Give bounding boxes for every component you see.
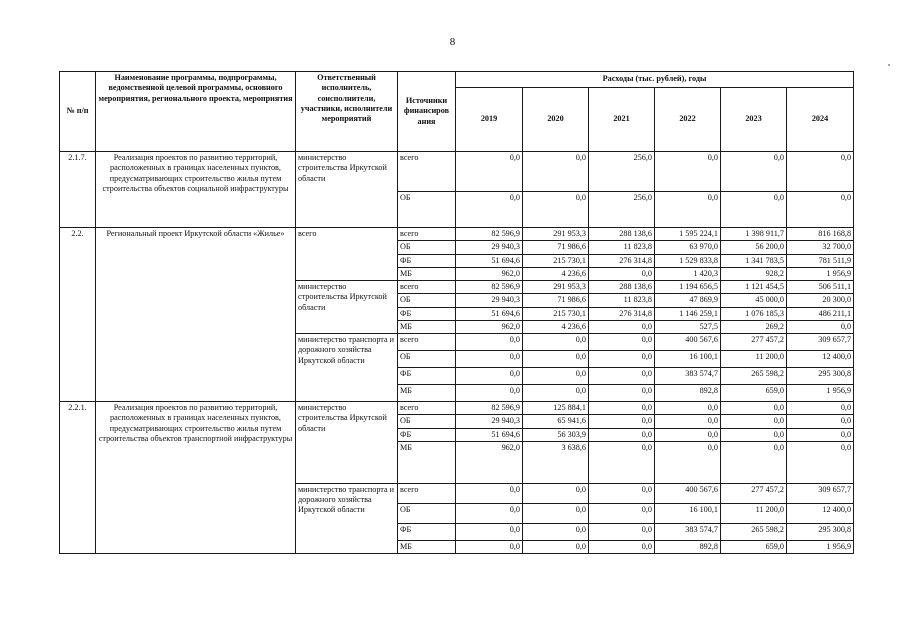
amount-cell: 4 236,6	[523, 267, 589, 280]
funding-source: МБ	[398, 540, 456, 553]
amount-cell: 29 940,3	[456, 415, 523, 428]
funding-source: всего	[398, 334, 456, 351]
amount-cell: 51 694,6	[456, 428, 523, 441]
amount-cell: 125 884,1	[523, 402, 589, 415]
funding-source: ФБ	[398, 307, 456, 320]
page-number: 8	[449, 36, 456, 48]
funding-source: всего	[398, 281, 456, 294]
year-header: 2023	[721, 88, 787, 152]
amount-cell: 0,0	[523, 385, 589, 402]
amount-cell: 0,0	[523, 540, 589, 553]
amount-cell: 29 940,3	[456, 294, 523, 307]
amount-cell: 0,0	[456, 351, 523, 368]
amount-cell: 82 596,9	[456, 228, 523, 241]
amount-cell: 12 400,0	[787, 351, 854, 368]
table-row	[60, 402, 854, 415]
funding-source: всего	[398, 402, 456, 415]
amount-cell: 291 953,3	[523, 281, 589, 294]
amount-cell: 291 953,3	[523, 228, 589, 241]
amount-cell: 383 574,7	[655, 368, 721, 385]
amount-cell: 11 200,0	[721, 503, 787, 523]
amount-cell: 56 303,9	[523, 428, 589, 441]
amount-cell: 0,0	[523, 483, 589, 503]
amount-cell: 276 314,8	[589, 307, 655, 320]
amount-cell: 506 511,1	[787, 281, 854, 294]
amount-cell: 892,8	[655, 540, 721, 553]
amount-cell: 0,0	[655, 402, 721, 415]
amount-cell: 0,0	[523, 351, 589, 368]
table-row	[60, 228, 854, 241]
year-header: 2022	[655, 88, 721, 152]
amount-cell: 0,0	[456, 483, 523, 503]
funding-source: ОБ	[398, 415, 456, 428]
amount-cell: 0,0	[589, 402, 655, 415]
amount-cell: 1 529 833,8	[655, 254, 721, 267]
amount-cell: 0,0	[523, 152, 589, 192]
amount-cell: 56 200,0	[721, 241, 787, 254]
amount-cell: 265 598,2	[721, 368, 787, 385]
amount-cell: 0,0	[589, 523, 655, 540]
responsible-executor: всего	[296, 228, 398, 281]
funding-source: всего	[398, 228, 456, 241]
amount-cell: 0,0	[721, 428, 787, 441]
amount-cell: 295 300,8	[787, 368, 854, 385]
amount-cell: 0,0	[787, 441, 854, 483]
activity-name: Реализация проектов по развитию территорий, расположенных в границах населенных пунктов, предусматривающих строительство жилья путем строительства объектов транспортной инфраструктуры	[96, 402, 296, 554]
amount-cell: 962,0	[456, 267, 523, 280]
amount-cell: 1 341 783,5	[721, 254, 787, 267]
amount-cell: 0,0	[721, 402, 787, 415]
amount-cell: 11 823,8	[589, 294, 655, 307]
funding-source: ФБ	[398, 428, 456, 441]
amount-cell: 12 400,0	[787, 503, 854, 523]
amount-cell: 0,0	[589, 368, 655, 385]
amount-cell: 47 869,9	[655, 294, 721, 307]
amount-cell: 4 236,6	[523, 320, 589, 333]
funding-source: всего	[398, 483, 456, 503]
row-number: 2.1.7.	[60, 152, 96, 228]
funding-source: ОБ	[398, 503, 456, 523]
amount-cell: 0,0	[589, 483, 655, 503]
amount-cell: 383 574,7	[655, 523, 721, 540]
amount-cell: 45 000,0	[721, 294, 787, 307]
amount-cell: 71 986,6	[523, 294, 589, 307]
amount-cell: 1 420,3	[655, 267, 721, 280]
amount-cell: 65 941,6	[523, 415, 589, 428]
amount-cell: 0,0	[523, 368, 589, 385]
amount-cell: 1 398 911,7	[721, 228, 787, 241]
amount-cell: 288 138,6	[589, 228, 655, 241]
amount-cell: 309 657,7	[787, 334, 854, 351]
amount-cell: 20 300,0	[787, 294, 854, 307]
amount-cell: 1 956,9	[787, 385, 854, 402]
amount-cell: 1 146 259,1	[655, 307, 721, 320]
amount-cell: 0,0	[589, 385, 655, 402]
responsible-executor: министерство строительства Иркутской области	[296, 402, 398, 484]
amount-cell: 288 138,6	[589, 281, 655, 294]
amount-cell: 276 314,8	[589, 254, 655, 267]
amount-cell: 0,0	[456, 368, 523, 385]
year-header: 2020	[523, 88, 589, 152]
amount-cell: 0,0	[589, 503, 655, 523]
amount-cell: 0,0	[589, 415, 655, 428]
amount-cell: 1 956,9	[787, 540, 854, 553]
amount-cell: 11 200,0	[721, 351, 787, 368]
funding-source: ОБ	[398, 351, 456, 368]
amount-cell: 486 211,1	[787, 307, 854, 320]
amount-cell: 781 511,9	[787, 254, 854, 267]
funding-source: ОБ	[398, 241, 456, 254]
amount-cell: 0,0	[655, 441, 721, 483]
amount-cell: 816 168,8	[787, 228, 854, 241]
amount-cell: 277 457,2	[721, 334, 787, 351]
amount-cell: 0,0	[721, 192, 787, 228]
amount-cell: 269,2	[721, 320, 787, 333]
amount-cell: 0,0	[655, 152, 721, 192]
activity-name: Региональный проект Иркутской области «Жилье»	[96, 228, 296, 402]
amount-cell: 11 823,8	[589, 241, 655, 254]
amount-cell: 1 956,9	[787, 267, 854, 280]
row-number: 2.2.1.	[60, 402, 96, 554]
amount-cell: 0,0	[787, 402, 854, 415]
col-name-header: Наименование программы, подпрограммы, ведомственной целевой программы, основного мероприятия, регионального проекта, мероприятия	[96, 72, 296, 152]
amount-cell: 962,0	[456, 441, 523, 483]
amount-cell: 29 940,3	[456, 241, 523, 254]
amount-cell: 256,0	[589, 152, 655, 192]
amount-cell: 0,0	[787, 320, 854, 333]
year-header: 2021	[589, 88, 655, 152]
amount-cell: 0,0	[456, 540, 523, 553]
amount-cell: 0,0	[655, 428, 721, 441]
year-header: 2019	[456, 88, 523, 152]
amount-cell: 0,0	[456, 385, 523, 402]
amount-cell: 215 730,1	[523, 254, 589, 267]
amount-cell: 82 596,9	[456, 402, 523, 415]
amount-cell: 0,0	[456, 334, 523, 351]
amount-cell: 0,0	[721, 152, 787, 192]
funding-source: ФБ	[398, 523, 456, 540]
funding-source: всего	[398, 152, 456, 192]
amount-cell: 0,0	[589, 351, 655, 368]
responsible-executor: министерство транспорта и дорожного хозяйства Иркутской области	[296, 483, 398, 553]
amount-cell: 0,0	[523, 192, 589, 228]
table-body	[60, 72, 854, 554]
amount-cell: 0,0	[589, 320, 655, 333]
amount-cell: 215 730,1	[523, 307, 589, 320]
amount-cell: 16 100,1	[655, 351, 721, 368]
row-number: 2.2.	[60, 228, 96, 402]
header-row	[60, 72, 854, 88]
amount-cell: 527,5	[655, 320, 721, 333]
amount-cell: 16 100,1	[655, 503, 721, 523]
year-header: 2024	[787, 88, 854, 152]
amount-cell: 962,0	[456, 320, 523, 333]
funding-source: ФБ	[398, 254, 456, 267]
amount-cell: 0,0	[523, 503, 589, 523]
amount-cell: 1 194 656,5	[655, 281, 721, 294]
amount-cell: 1 076 185,3	[721, 307, 787, 320]
amount-cell: 400 567,6	[655, 334, 721, 351]
amount-cell: 51 694,6	[456, 307, 523, 320]
amount-cell: 82 596,9	[456, 281, 523, 294]
amount-cell: 892,8	[655, 385, 721, 402]
amount-cell: 0,0	[523, 334, 589, 351]
amount-cell: 0,0	[655, 415, 721, 428]
amount-cell: 0,0	[589, 441, 655, 483]
amount-cell: 659,0	[721, 540, 787, 553]
amount-cell: 0,0	[787, 428, 854, 441]
amount-cell: 0,0	[787, 415, 854, 428]
amount-cell: 0,0	[589, 428, 655, 441]
amount-cell: 928,2	[721, 267, 787, 280]
budget-table	[59, 71, 854, 554]
amount-cell: 0,0	[787, 192, 854, 228]
amount-cell: 265 598,2	[721, 523, 787, 540]
amount-cell: 0,0	[721, 415, 787, 428]
funding-source: МБ	[398, 441, 456, 483]
amount-cell: 0,0	[589, 334, 655, 351]
amount-cell: 1 595 224,1	[655, 228, 721, 241]
funding-source: МБ	[398, 320, 456, 333]
amount-cell: 0,0	[456, 503, 523, 523]
amount-cell: 0,0	[523, 523, 589, 540]
col-resp-header: Ответственный исполнитель, соисполнители, участники, исполнители мероприятий	[296, 72, 398, 152]
amount-cell: 0,0	[589, 540, 655, 553]
amount-cell: 63 970,0	[655, 241, 721, 254]
funding-source: ОБ	[398, 294, 456, 307]
amount-cell: 0,0	[655, 192, 721, 228]
amount-cell: 0,0	[721, 441, 787, 483]
amount-cell: 51 694,6	[456, 254, 523, 267]
amount-cell: 295 300,8	[787, 523, 854, 540]
responsible-executor: министерство транспорта и дорожного хозяйства Иркутской области	[296, 334, 398, 402]
responsible-executor: министерство строительства Иркутской области	[296, 281, 398, 334]
funding-source: МБ	[398, 385, 456, 402]
scan-speck	[888, 64, 890, 66]
col-source-header: Источники финансиров ания	[398, 72, 456, 152]
funding-source: ОБ	[398, 192, 456, 228]
amount-cell: 0,0	[456, 192, 523, 228]
funding-source: МБ	[398, 267, 456, 280]
amount-cell: 256,0	[589, 192, 655, 228]
amount-cell: 71 986,6	[523, 241, 589, 254]
funding-source: ФБ	[398, 368, 456, 385]
responsible-executor: министерство строительства Иркутской области	[296, 152, 398, 228]
expenses-header: Расходы (тыс. рублей), годы	[456, 72, 854, 88]
col-no-header: № п/п	[60, 72, 96, 152]
amount-cell: 277 457,2	[721, 483, 787, 503]
amount-cell: 0,0	[589, 267, 655, 280]
amount-cell: 32 700,0	[787, 241, 854, 254]
amount-cell: 1 121 454,5	[721, 281, 787, 294]
amount-cell: 309 657,7	[787, 483, 854, 503]
activity-name: Реализация проектов по развитию территорий, расположенных в границах населенных пунктов, предусматривающих строительство жилья путем строительства объектов социальной инфраструктуры	[96, 152, 296, 228]
amount-cell: 659,0	[721, 385, 787, 402]
amount-cell: 0,0	[787, 152, 854, 192]
amount-cell: 0,0	[456, 152, 523, 192]
amount-cell: 0,0	[456, 523, 523, 540]
table-row	[60, 152, 854, 192]
amount-cell: 400 567,6	[655, 483, 721, 503]
amount-cell: 3 638,6	[523, 441, 589, 483]
